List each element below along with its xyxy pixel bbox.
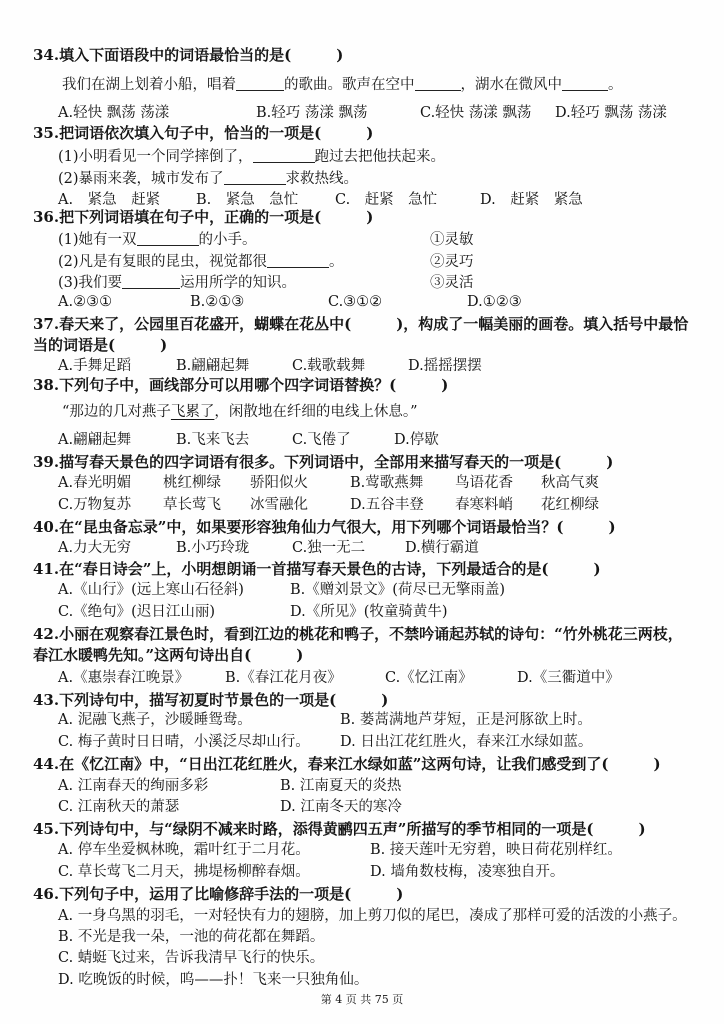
option-label: D. (350, 497, 366, 513)
question-35-item-2 (58, 169, 358, 189)
word-choice: ③灵活 (430, 275, 474, 291)
option-c: C.载歌载舞 (292, 358, 366, 374)
question-text: 当的词语是( ) (33, 336, 168, 354)
question-36-item-2 (58, 252, 344, 272)
item-text: (3)我们要 (58, 275, 123, 291)
question-number: 35. (33, 124, 60, 142)
question-number: 39. (33, 453, 60, 471)
question-text: 春江水暖鸭先知。”这两句诗出自( ) (33, 646, 304, 664)
option-d: D.停歇 (394, 432, 439, 448)
option-a: A. 紧急 赶紧 (58, 192, 161, 208)
option-d: D. 赶紧 紧急 (480, 192, 583, 208)
question-44-stem (33, 754, 661, 774)
page-footer: 第 4 页 共 75 页 (320, 993, 404, 1006)
option-word: 草长莺飞 (163, 497, 221, 513)
answer-blank (253, 149, 315, 163)
option-c: C. 梅子黄时日日晴，小溪泛尽却山行。 (58, 734, 310, 750)
answer-blank (562, 77, 608, 91)
option-c: C. 草长莺飞二月天，拂堤杨柳醉春烟。 (58, 864, 310, 880)
question-40-stem (33, 517, 616, 537)
question-42-stem (33, 624, 683, 644)
answer-blank (122, 275, 180, 289)
option-a: A.手舞足蹈 (58, 358, 132, 374)
option-a: A.②③① (58, 294, 113, 310)
question-36-stem (33, 207, 373, 227)
option-word: 鸟语花香 (455, 475, 513, 491)
option-b (350, 473, 423, 493)
option-c: C. 赶紧 急忙 (335, 192, 438, 208)
option-c: C.飞倦了 (292, 432, 351, 448)
question-text: 把词语依次填入句子中，恰当的一项是( ) (59, 124, 374, 142)
option-b: B.飞来飞去 (176, 432, 250, 448)
item-text: (1)她有一双 (58, 232, 137, 248)
option-a: A.力大无穷 (58, 540, 132, 556)
option-c: C. 江南秋天的萧瑟 (58, 799, 180, 815)
question-text: 小丽在观察春江景色时，看到江边的桃花和鸭子，不禁吟诵起苏轼的诗句：“竹外桃花三两枝， (59, 625, 683, 643)
question-34-passage (62, 75, 623, 95)
word-choice: ②灵巧 (430, 254, 474, 270)
question-text: 把下列词语填在句子中，正确的一项是( ) (59, 208, 374, 226)
option-c: C.《绝句》(迟日江山丽) (58, 604, 215, 620)
option-b: B.《赠刘景文》(荷尽已无擎雨盖) (290, 582, 506, 598)
question-35-item-1 (58, 147, 445, 167)
option-a: A. 泥融飞燕子，沙暖睡鸳鸯。 (58, 712, 252, 728)
option-c (58, 495, 131, 515)
passage-text: 的歌曲。歌声在空中 (284, 77, 415, 93)
question-43-stem (33, 690, 388, 710)
option-word: 春寒料峭 (455, 497, 513, 513)
question-46-stem (33, 884, 403, 904)
quote-text: “那边的几对燕子 (62, 404, 171, 420)
option-d: D. 日出江花红胜火，春来江水绿如蓝。 (340, 734, 593, 750)
question-35-stem (33, 123, 373, 143)
option-a: A.轻快 飘荡 荡漾 (58, 105, 170, 121)
option-d: D.横行霸道 (405, 540, 479, 556)
option-b: B. 不光是我一朵，一池的荷花都在舞蹈。 (58, 929, 325, 945)
option-label: B. (350, 475, 366, 491)
option-b: B.②①③ (190, 294, 245, 310)
question-number: 41. (33, 560, 60, 578)
question-number: 44. (33, 755, 60, 773)
answer-blank (137, 232, 199, 246)
question-34-stem (33, 45, 343, 65)
option-b: B.《春江花月夜》 (225, 670, 342, 686)
option-c: C. 蜻蜓飞过来，告诉我清早飞行的快乐。 (58, 950, 325, 966)
item-text: 的小手。 (198, 232, 257, 248)
question-number: 42. (33, 625, 60, 643)
question-text: 在《忆江南》中，“日出江花红胜火，春来江水绿如蓝”这两句诗，让我们感受到了( ) (59, 755, 661, 773)
option-word: 莺歌燕舞 (365, 475, 424, 491)
question-41-stem (33, 559, 601, 579)
option-d: D.摇摇摆摆 (408, 358, 482, 374)
option-d: D. 墙角数枝梅，凌寒独自开。 (370, 864, 565, 880)
option-d: D.《所见》(牧童骑黄牛) (290, 604, 448, 620)
option-word: 秋高气爽 (541, 475, 599, 491)
question-text: 下列句子中，画线部分可以用哪个四字词语替换？( ) (59, 376, 449, 394)
question-number: 40. (33, 518, 60, 536)
item-text: 。 (329, 254, 344, 270)
question-text: 下列诗句中，描写初夏时节景色的一项是( ) (59, 691, 389, 709)
option-a: A. 停车坐爱枫林晚，霜叶红于二月花。 (58, 842, 310, 858)
question-text: 在“昆虫备忘录”中，如果要形容独角仙力气很大，用下列哪个词语最恰当？( ) (59, 518, 616, 536)
underlined-phrase: 飞累了 (170, 404, 215, 420)
option-c: C.《忆江南》 (385, 670, 473, 686)
answer-blank (415, 77, 461, 91)
question-number: 45. (33, 820, 60, 838)
passage-text: 。 (608, 77, 623, 93)
question-number: 37. (33, 315, 60, 333)
option-c: C.③①② (328, 294, 383, 310)
option-d: D.轻巧 飘荡 荡漾 (555, 105, 667, 121)
option-word: 冰雪融化 (250, 497, 308, 513)
option-d (350, 495, 424, 515)
question-text: 下列句子中，运用了比喻修辞手法的一项是( ) (59, 885, 404, 903)
option-d: D.①②③ (467, 294, 522, 310)
question-text: 描写春天景色的四字词语有很多。下列词语中，全部用来描写春天的一项是( ) (59, 453, 614, 471)
option-word: 桃红柳绿 (163, 475, 221, 491)
question-42-stem-continued (33, 645, 303, 665)
question-37-stem (33, 314, 688, 334)
option-d: D. 江南冬天的寒冷 (280, 799, 402, 815)
option-label: C. (58, 497, 74, 513)
item-text: 运用所学的知识。 (180, 275, 297, 291)
answer-blank (224, 171, 286, 185)
option-word: 花红柳绿 (541, 497, 599, 513)
option-b: B.翩翩起舞 (176, 358, 250, 374)
question-text: 填入下面语段中的词语最恰当的是( ) (59, 46, 344, 64)
question-38-stem (33, 375, 448, 395)
option-word: 万物复苏 (73, 497, 132, 513)
question-text: 下列诗句中，与“绿阴不减来时路，添得黄鹂四五声”所描写的季节相同的一项是( ) (59, 820, 646, 838)
option-a: A. 一身乌黑的羽毛，一对轻快有力的翅膀，加上剪刀似的尾巴，凑成了那样可爱的活泼的小燕子。 (58, 908, 687, 924)
option-a (58, 473, 131, 493)
option-b: B. 蒌蒿满地芦芽短，正是河豚欲上时。 (340, 712, 592, 728)
passage-text: 我们在湖上划着小船，唱着 (62, 77, 236, 93)
item-text: 求救热线。 (285, 171, 359, 187)
option-word: 骄阳似火 (250, 475, 308, 491)
passage-text: ，湖水在微风中 (460, 77, 562, 93)
option-d: D. 吃晚饭的时候，呜——扑！飞来一只独角仙。 (58, 972, 369, 988)
question-number: 34. (33, 46, 60, 64)
option-d: D.《三衢道中》 (517, 670, 620, 686)
option-b: B. 江南夏天的炎热 (280, 778, 402, 794)
question-38-quote (62, 402, 418, 422)
question-36-item-3 (58, 273, 296, 293)
option-a: A.《惠崇春江晚景》 (58, 670, 190, 686)
option-word: 五谷丰登 (365, 497, 424, 513)
option-b: B.轻巧 荡漾 飘荡 (256, 105, 368, 121)
question-37-stem-continued (33, 335, 167, 355)
option-b: B. 紧急 急忙 (196, 192, 299, 208)
item-text: (2)暴雨来袭，城市发布了 (58, 171, 224, 187)
answer-blank (267, 254, 329, 268)
option-word: 春光明媚 (73, 475, 132, 491)
question-number: 36. (33, 208, 60, 226)
question-number: 38. (33, 376, 60, 394)
option-c: C.独一无二 (292, 540, 366, 556)
question-text: 春天来了，公园里百花盛开，蝴蝶在花丛中( )，构成了一幅美丽的画卷。填入括号中最恰 (59, 315, 689, 333)
question-39-stem (33, 452, 613, 472)
item-text: (1)小明看见一个同学摔倒了， (58, 149, 253, 165)
word-choice: ①灵敏 (430, 232, 474, 248)
quote-text: ，闲散地在纤细的电线上休息。” (214, 404, 418, 420)
option-c: C.轻快 荡漾 飘荡 (420, 105, 532, 121)
question-45-stem (33, 819, 646, 839)
option-label: A. (58, 475, 74, 491)
item-text: (2)凡是有复眼的昆虫，视觉都很 (58, 254, 268, 270)
answer-blank (236, 77, 284, 91)
option-b: B. 接天莲叶无穷碧，映日荷花别样红。 (370, 842, 622, 858)
option-b: B.小巧玲珑 (176, 540, 250, 556)
question-36-item-1 (58, 230, 257, 250)
question-number: 46. (33, 885, 60, 903)
question-number: 43. (33, 691, 60, 709)
option-a: A.翩翩起舞 (58, 432, 132, 448)
item-text: 跑过去把他扶起来。 (314, 149, 446, 165)
question-text: 在“春日诗会”上，小明想朗诵一首描写春天景色的古诗，下列最适合的是( ) (59, 560, 601, 578)
option-a: A. 江南春天的绚丽多彩 (58, 778, 209, 794)
option-a: A.《山行》(远上寒山石径斜) (58, 582, 244, 598)
